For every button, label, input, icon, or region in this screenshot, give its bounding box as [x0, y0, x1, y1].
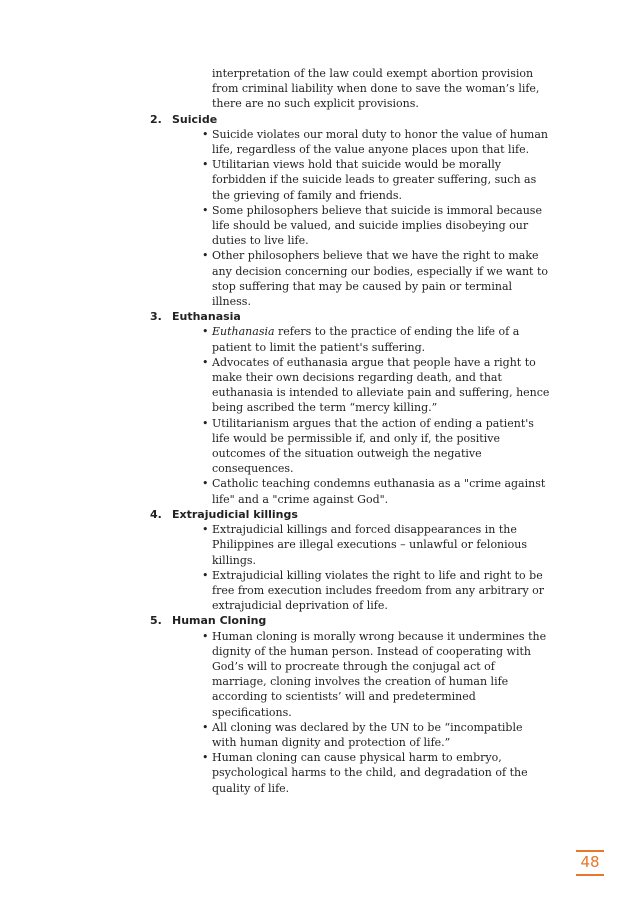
- bullet-text: Extrajudicial killings and forced disappearances in the Philippines are illegal executions – unlawful or felonious killings.: [212, 523, 528, 567]
- section-heading: [150, 507, 550, 522]
- bullet-icon: •: [202, 751, 209, 765]
- sections-list: [150, 112, 550, 796]
- bullet-text: Utilitarianism argues that the action of ending a patient's life would be permissible if, and only if, the positive outcomes of the situation outweigh the negative consequences.: [212, 416, 534, 476]
- bullet-text: refers to the practice of ending the life of a patient to limit the patient's suffering.: [212, 325, 520, 354]
- section: [150, 112, 550, 310]
- section-title: Extrajudicial killings: [172, 507, 298, 521]
- bullet-text: Extrajudicial killing violates the right to life and right to be free from execution includes freedom from any arbitrary or extrajudicial deprivation of life.: [212, 568, 545, 613]
- bullet-text: Advocates of euthanasia argue that people have a right to make their own decisions regarding death, and that euthanasia is intended to alleviate pain and suffering, hence being ascribed the term “mercy killing.”: [212, 355, 550, 415]
- section-number: 3.: [150, 310, 162, 324]
- section-heading: [150, 309, 550, 324]
- section-number: 2.: [150, 112, 162, 126]
- section-title: Suicide: [172, 112, 218, 126]
- section: [150, 613, 550, 795]
- list-item: [202, 750, 550, 796]
- section-title: Euthanasia: [172, 310, 241, 324]
- list-item: [202, 355, 550, 416]
- list-item: [202, 324, 550, 354]
- bullet-list: [150, 522, 550, 613]
- emphasized-term: Euthanasia: [212, 325, 275, 339]
- section-title: Human Cloning: [172, 614, 267, 628]
- list-item: [202, 720, 550, 750]
- section-heading: [150, 112, 550, 127]
- list-item: [202, 476, 550, 506]
- list-item: [202, 522, 550, 568]
- list-item: [202, 248, 550, 309]
- bullet-icon: •: [202, 568, 209, 582]
- bullet-text: Some philosophers believe that suicide is immoral because life should be valued, and suicide implies disobeying our duties to live life.: [212, 203, 542, 248]
- bullet-list: [150, 127, 550, 309]
- bullet-text: Suicide violates our moral duty to honor the value of human life, regardless of the value anyone places upon that life.: [212, 127, 549, 157]
- list-item: [202, 629, 550, 720]
- bullet-text: Human cloning can cause physical harm to embryo, psychological harms to the child, and degradation of the quality of life.: [212, 751, 528, 795]
- section-heading: [150, 613, 550, 628]
- bullet-icon: •: [202, 416, 209, 430]
- list-item: [202, 127, 550, 157]
- bullet-icon: •: [202, 158, 209, 172]
- list-item: [202, 157, 550, 203]
- bullet-icon: •: [202, 629, 209, 643]
- section: [150, 309, 550, 507]
- bullet-text: Catholic teaching condemns euthanasia as a "crime against life" and a "crime against God".: [212, 477, 546, 506]
- intro-paragraph: interpretation of the law could exempt abortion provision from criminal liability when done to save the woman’s life, there are no such explicit provisions.: [212, 67, 540, 111]
- list-item: [202, 416, 550, 477]
- page-number-bottom-rule: [576, 874, 604, 876]
- bullet-text: All cloning was declared by the UN to be “incompatible with human dignity and protection of life.”: [212, 720, 523, 749]
- bullet-icon: •: [202, 720, 209, 734]
- bullet-icon: •: [202, 203, 209, 217]
- page-number: 48: [580, 853, 600, 871]
- bullet-icon: •: [202, 355, 209, 369]
- bullet-text: Human cloning is morally wrong because it undermines the dignity of the human person. Instead of cooperating with God’s will to procreate through the conjugal act of marriage, cloning involves the creation of human life according to scientists’ will and predetermined specifications.: [212, 629, 547, 719]
- page-content: [150, 66, 550, 796]
- bullet-text: Other philosophers believe that we have the right to make any decision concerning our bodies, especially if we want to stop suffering that may be caused by pain or terminal illness.: [212, 249, 549, 309]
- bullet-icon: •: [202, 249, 209, 263]
- bullet-text: Utilitarian views hold that suicide would be morally forbidden if the suicide leads to greater suffering, such as the grieving of family and friends.: [212, 158, 537, 202]
- list-item: [202, 203, 550, 249]
- section-number: 5.: [150, 614, 162, 628]
- bullet-icon: •: [202, 477, 209, 491]
- bullet-icon: •: [202, 325, 209, 339]
- bullet-list: [150, 629, 550, 796]
- bullet-icon: •: [202, 523, 209, 537]
- bullet-list: [150, 324, 550, 506]
- bullet-icon: •: [202, 127, 209, 141]
- list-item: [202, 568, 550, 614]
- section-number: 4.: [150, 507, 162, 521]
- section: [150, 507, 550, 613]
